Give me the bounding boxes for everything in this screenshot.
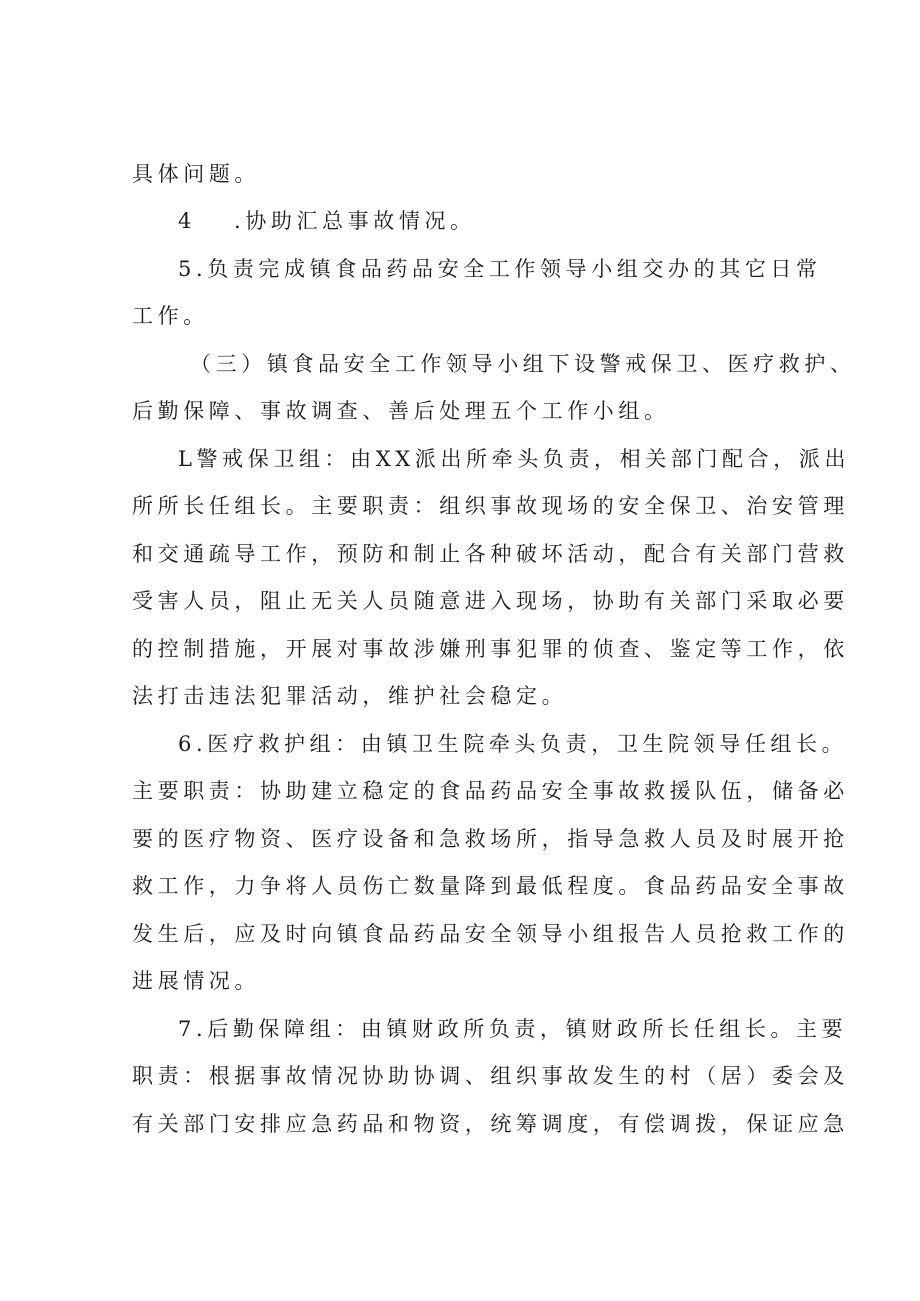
text-line: 工作。 <box>132 304 209 328</box>
text-line: 后勤保障、事故调查、善后处理五个工作小组。 <box>132 399 670 423</box>
text-line: 6.医疗救护组：由镇卫生院牵头负责，卫生院领导任组长。 <box>178 732 848 756</box>
text-line: L警戒保卫组：由XX派出所牵头负责，相关部门配合，派出 <box>178 447 851 471</box>
text-line: 法打击违法犯罪活动，维护社会稳定。 <box>132 684 568 708</box>
text-line: 进展情况。 <box>132 969 260 993</box>
text-line: 和交通疏导工作，预防和制止各种破坏活动，配合有关部门营救 <box>132 542 849 566</box>
text-line: 受害人员，阻止无关人员随意进入现场，协助有关部门采取必要 <box>132 589 849 613</box>
text-line: 所所长任组长。主要职责：组织事故现场的安全保卫、治安管理 <box>132 494 849 518</box>
text-line: 7.后勤保障组：由镇财政所负责，镇财政所长任组长。主要 <box>178 1017 848 1041</box>
text-line: 5.负责完成镇食品药品安全工作领导小组交办的其它日常 <box>178 257 822 281</box>
text-line: 有关部门安排应急药品和物资，统筹调度，有偿调拨，保证应急 <box>132 1112 849 1136</box>
text-line-item-4 <box>178 207 476 235</box>
text-line: 发生后，应及时向镇食品药品安全领导小组报告人员抢救工作的 <box>132 922 849 946</box>
text-line: 主要职责：协助建立稳定的食品药品安全事故救援队伍，储备必 <box>132 779 849 803</box>
item-number: 4 <box>178 209 196 233</box>
section-heading: （三）镇食品安全工作领导小组下设警戒保卫、医疗救护、 <box>190 352 856 376</box>
item-text: .协助汇总事故情况。 <box>233 209 476 233</box>
text-line: 要的医疗物资、医疗设备和急救场所，指导急救人员及时展开抢 <box>132 827 849 851</box>
text-line: 具体问题。 <box>132 162 260 186</box>
text-line: 职责：根据事故情况协助协调、组织事故发生的村（居）委会及 <box>132 1064 849 1088</box>
text-line: 救工作，力争将人员伤亡数量降到最低程度。食品药品安全事故 <box>132 874 849 898</box>
text-line: 的控制措施，开展对事故涉嫌刑事犯罪的侦查、鉴定等工作，依 <box>132 637 849 661</box>
